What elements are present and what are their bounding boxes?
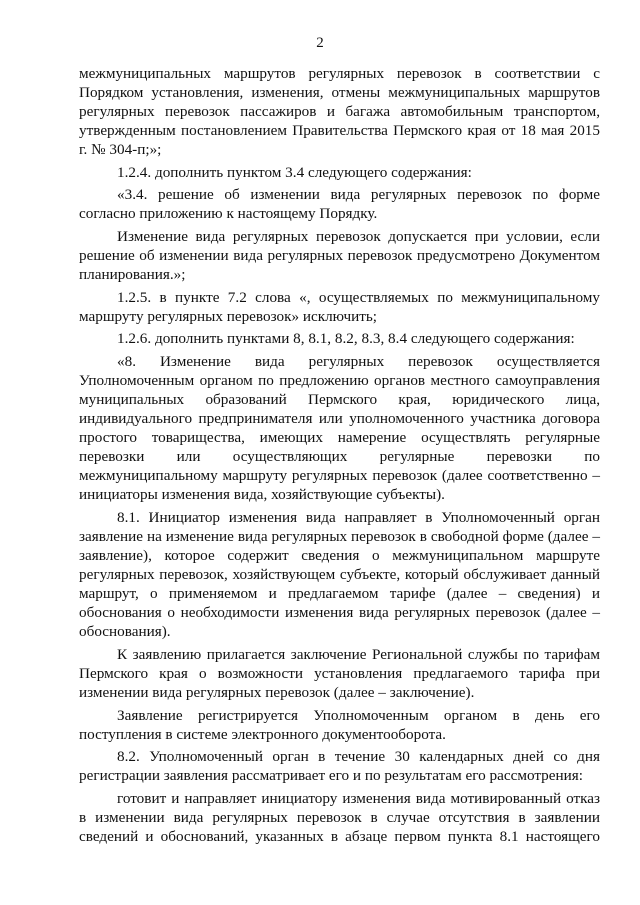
paragraph: К заявлению прилагается заключение Региональной службы по тарифам Пермского края о возможности установления предлагаемого тарифа при изменении вида регулярных перевозок (далее – заключение). <box>79 645 600 702</box>
paragraph: Изменение вида регулярных перевозок допускается при условии, если решение об изменении вида регулярных перевозок предусмотрено Документом планирования.»; <box>79 227 600 284</box>
paragraph: готовит и направляет инициатору изменения вида мотивированный отказ в изменении вида регулярных перевозок в случае отсутствия в заявлении сведений и обоснований, указанных в абзаце первом пункта 8.1 настоящего <box>79 789 600 845</box>
paragraph: 8.2. Уполномоченный орган в течение 30 календарных дней со дня регистрации заявления рассматривает его и по результатам его рассмотрения: <box>79 748 600 785</box>
paragraph: Заявление регистрируется Уполномоченным органом в день его поступления в системе электронного документооборота. <box>79 706 600 743</box>
paragraph: 1.2.5. в пункте 7.2 слова «, осуществляемых по межмуниципальному маршруту регулярных перевозок» исключить; <box>79 288 600 325</box>
page-number: 2 <box>316 35 324 51</box>
document-body <box>79 64 600 849</box>
paragraph: «3.4. решение об изменении вида регулярных перевозок по форме согласно приложению к настоящему Порядку. <box>79 186 600 223</box>
paragraph: «8. Изменение вида регулярных перевозок осуществляется Уполномоченным органом по предложению органов местного самоуправления муниципальных образований Пермского края, юридического лица, индивидуального предпринимателя или уполномоченного участника договора простого товарищества, имеющих намерение осуществлять регулярные перевозки или осуществляющих регулярные перевозки по межмуниципальному маршруту регулярных перевозок (далее соответственно – инициаторы изменения вида, хозяйствующие субъекты). <box>79 352 600 504</box>
paragraph: 8.1. Инициатор изменения вида направляет в Уполномоченный орган заявление на изменение вида регулярных перевозок в свободной форме (далее – заявление), которое содержит сведения о межмуниципальном маршруте регулярных перевозок, хозяйствующем субъекте, который обслуживает данный маршрут, о применяемом и предлагаемом тарифе (далее – сведения) и обоснования о необходимости изменения вида регулярных перевозок (далее – обоснования). <box>79 508 600 641</box>
paragraph: 1.2.6. дополнить пунктами 8, 8.1, 8.2, 8.3, 8.4 следующего содержания: <box>117 330 575 348</box>
paragraph: 1.2.4. дополнить пунктом 3.4 следующего содержания: <box>117 163 472 181</box>
paragraph: межмуниципальных маршрутов регулярных перевозок в соответствии с Порядком установления, изменения, отмены межмуниципальных маршрутов регулярных перевозок пассажиров и багажа автомобильным транспортом, утвержденным постановлением Правительства Пермского края от 18 мая 2015 г. № 304-п;»; <box>79 65 600 159</box>
